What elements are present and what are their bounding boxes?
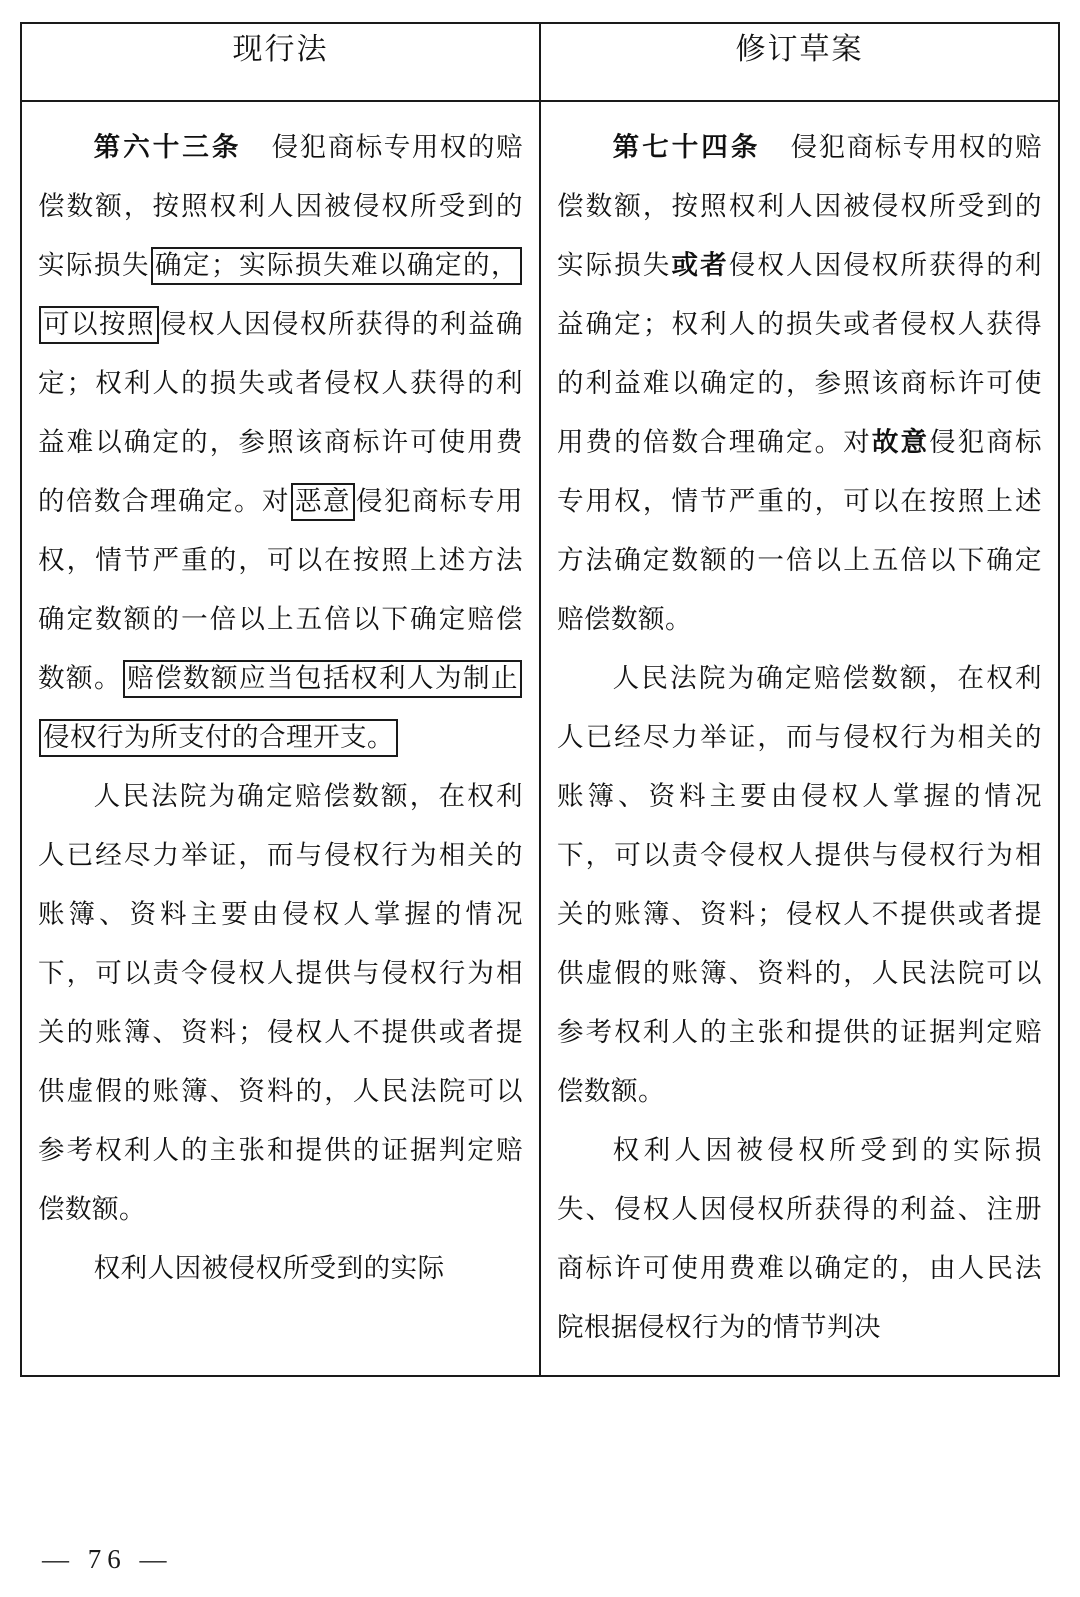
text-run: 侵犯商标专用权，情节严重的，可以在按照上述方法确定数额的一倍以上五倍以下确定赔偿数额。 <box>38 486 523 693</box>
emphasized-change-text: 故意 <box>871 427 930 457</box>
paragraph <box>38 118 523 767</box>
emphasized-change-text: 或者 <box>671 250 729 280</box>
current-law-text <box>38 118 523 1298</box>
article-number: 第六十三条 <box>93 132 242 162</box>
page-number: — 76 — <box>42 1544 173 1574</box>
paragraph <box>557 1121 1042 1357</box>
highlighted-change-box: 恶意 <box>291 483 355 521</box>
text-run: 人民法院为确定赔偿数额，在权利人已经尽力举证，而与侵权行为相关的账簿、资料主要由侵权人掌握的情况下，可以责令侵权人提供与侵权行为相关的账簿、资料；侵权人不提供或者提供虚假的账簿、资料的，人民法院可以参考权利人的主张和提供的证据判定赔偿数额。 <box>557 663 1042 1106</box>
text-run: 侵权人因侵权所获得的利益确定；权利人的损失或者侵权人获得的利益难以确定的，参照该商标许可使用费的倍数合理确定。对 <box>557 250 1042 457</box>
highlighted-change-box: 赔偿数额应当包括权利人为制止侵权行为所支付的合理开支。 <box>39 660 522 757</box>
comparison-table <box>20 22 1060 1377</box>
text-run: 权利人因被侵权所受到的实际 <box>93 1253 445 1283</box>
column-header-revision-draft: 修订草案 <box>540 23 1059 101</box>
paragraph <box>38 767 523 1239</box>
table-body-row <box>21 101 1059 1376</box>
column-header-current-law: 现行法 <box>21 23 540 101</box>
paragraph <box>557 118 1042 649</box>
cell-current-law <box>21 101 540 1376</box>
table-header-row <box>21 23 1059 101</box>
spacer <box>241 118 270 177</box>
text-run: 权利人因被侵权所受到的实际损失、侵权人因侵权所获得的利益、注册商标许可使用费难以确定的，由人民法院根据侵权行为的情节判决 <box>557 1135 1042 1342</box>
text-run: 侵犯商标专用权的赔偿数额，按照权利人因被侵权所受到的实际损失 <box>38 132 523 280</box>
revision-draft-text <box>557 118 1042 1357</box>
text-run: 侵犯商标专用权的赔偿数额，按照权利人因被侵权所受到的实际损失 <box>557 132 1042 280</box>
text-run: 侵犯商标专用权，情节严重的，可以在按照上述方法确定数额的一倍以上五倍以下确定赔偿数额。 <box>557 427 1042 634</box>
cell-revision-draft <box>540 101 1059 1376</box>
paragraph <box>38 1239 523 1298</box>
highlighted-change-box: 确定；实际损失难以确定的，可以按照 <box>39 247 522 344</box>
text-run: 人民法院为确定赔偿数额，在权利人已经尽力举证，而与侵权行为相关的账簿、资料主要由侵权人掌握的情况下，可以责令侵权人提供与侵权行为相关的账簿、资料；侵权人不提供或者提供虚假的账簿、资料的，人民法院可以参考权利人的主张和提供的证据判定赔偿数额。 <box>38 781 523 1224</box>
article-number: 第七十四条 <box>612 132 761 162</box>
paragraph <box>557 649 1042 1121</box>
spacer <box>760 118 789 177</box>
text-run: 侵权人因侵权所获得的利益确定；权利人的损失或者侵权人获得的利益难以确定的，参照该商标许可使用费的倍数合理确定。对 <box>38 309 523 516</box>
